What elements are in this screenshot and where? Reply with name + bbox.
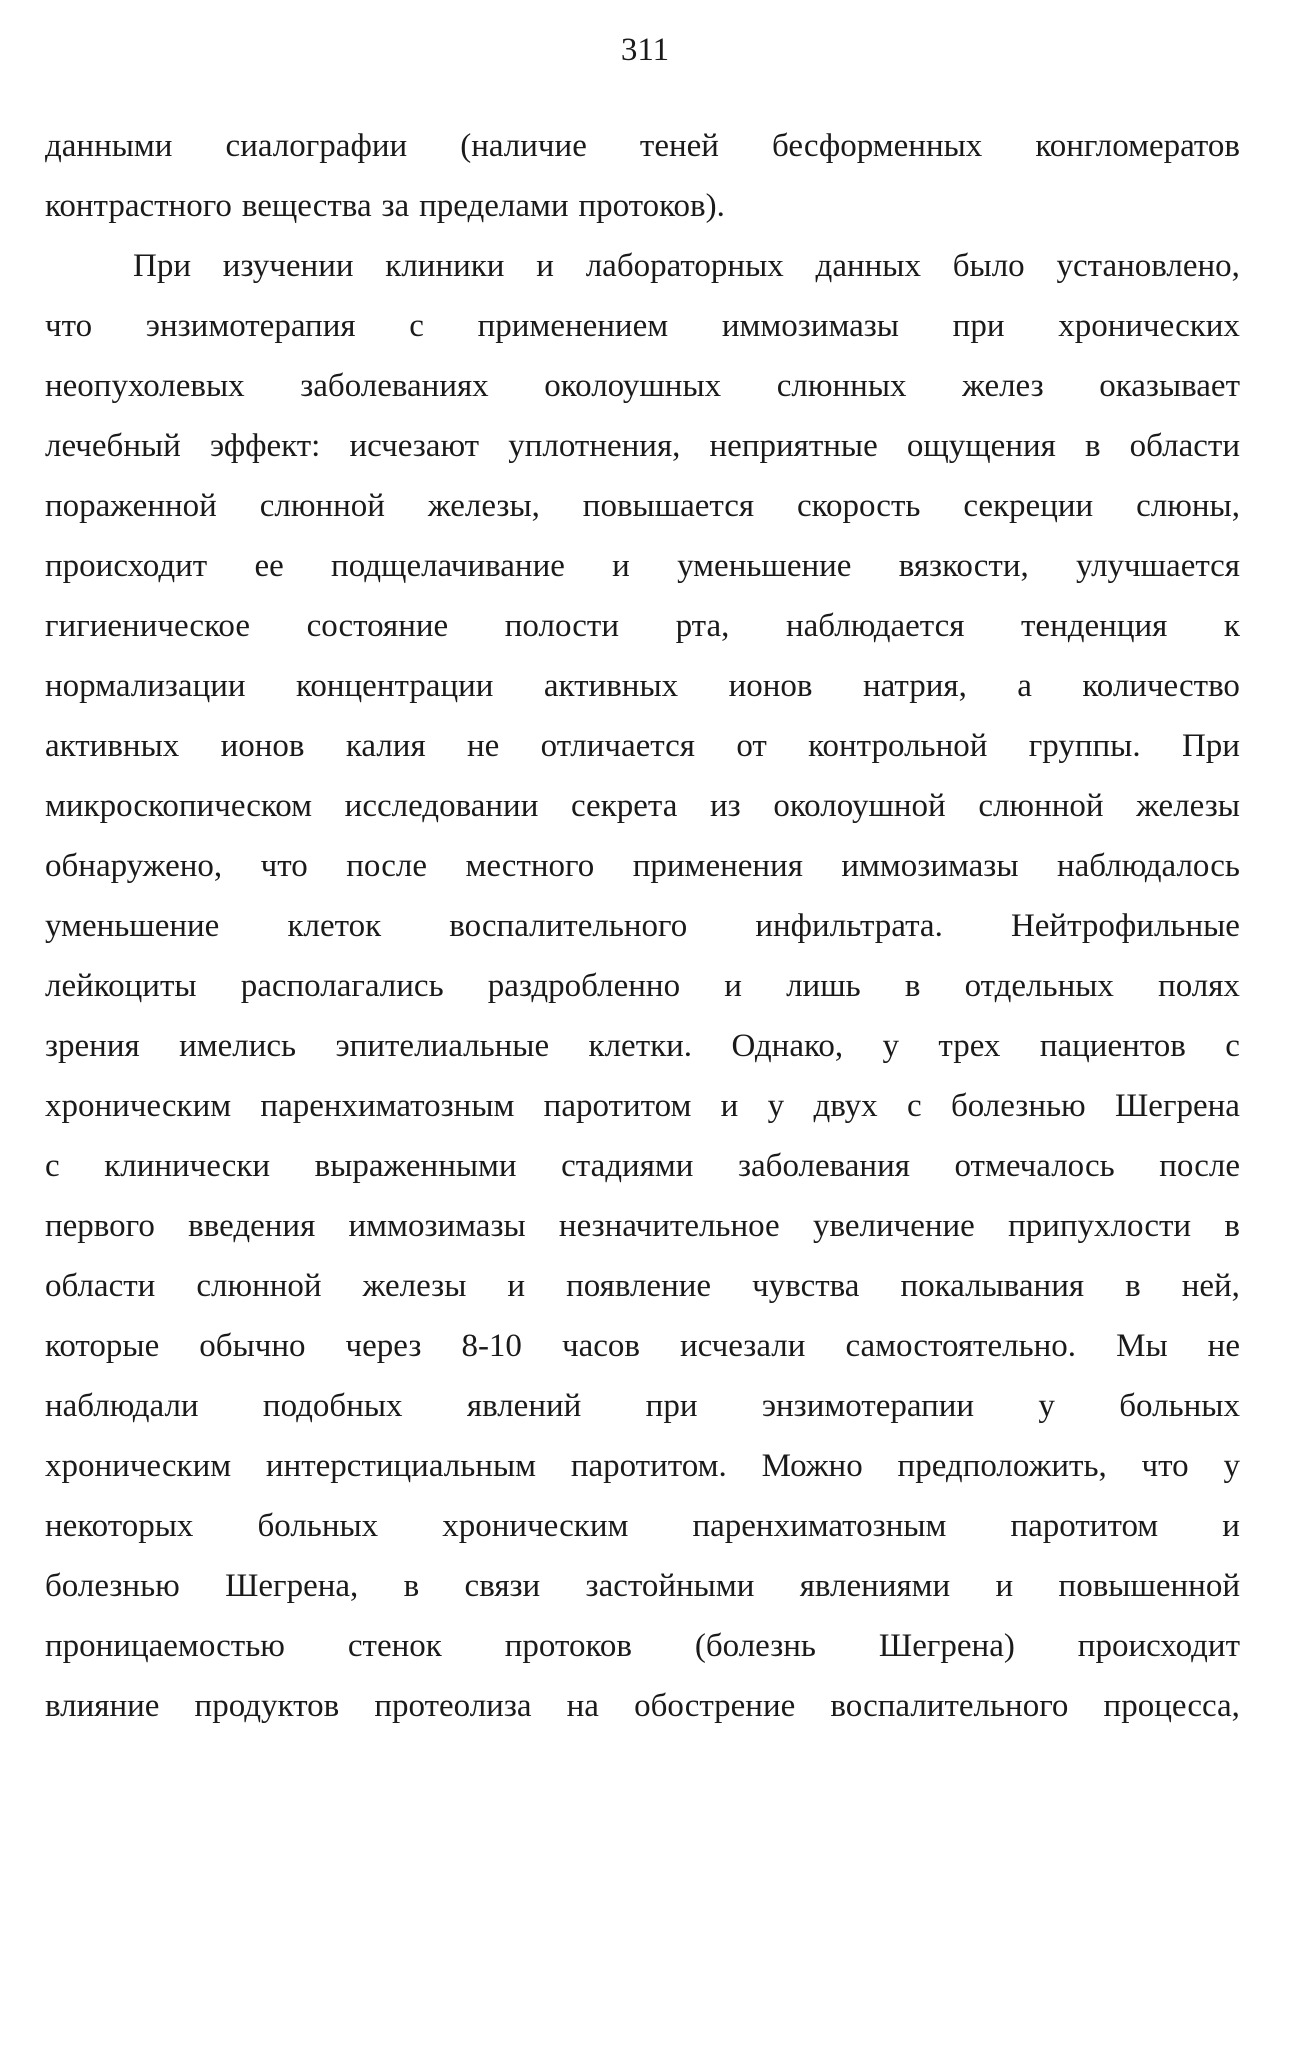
text-line: наблюдали подобных явлений при энзимотерапии у больных — [45, 1388, 1240, 1424]
text-line: микроскопическом исследовании секрета из околоушной слюнной железы — [45, 788, 1240, 824]
text-line: нормализации концентрации активных ионов натрия, а количество — [45, 668, 1240, 704]
text-line: происходит ее подщелачивание и уменьшение вязкости, улучшается — [45, 548, 1240, 584]
page-number: 311 — [620, 32, 670, 68]
text-line: обнаружено, что после местного применения иммозимазы наблюдалось — [45, 848, 1240, 884]
text-line: уменьшение клеток воспалительного инфильтрата. Нейтрофильные — [45, 908, 1240, 944]
text-line: лейкоциты располагались раздробленно и лишь в отдельных полях — [45, 968, 1240, 1004]
text-line: первого введения иммозимазы незначительное увеличение припухлости в — [45, 1208, 1240, 1244]
text-line: влияние продуктов протеолиза на обострение воспалительного процесса, — [45, 1688, 1240, 1724]
text-line: которые обычно через 8-10 часов исчезали самостоятельно. Мы не — [45, 1328, 1240, 1364]
text-line: данными сиалографии (наличие теней бесформенных конгломератов — [45, 128, 1240, 164]
text-line: области слюнной железы и появление чувства покалывания в ней, — [45, 1268, 1240, 1304]
text-line: пораженной слюнной железы, повышается скорость секреции слюны, — [45, 488, 1240, 524]
text-line: лечебный эффект: исчезают уплотнения, неприятные ощущения в области — [45, 428, 1240, 464]
text-line: активных ионов калия не отличается от контрольной группы. При — [45, 728, 1240, 764]
text-line: проницаемостью стенок протоков (болезнь Шегрена) происходит — [45, 1628, 1240, 1664]
text-line: хроническим интерстициальным паротитом. Можно предположить, что у — [45, 1448, 1240, 1484]
text-line: хроническим паренхиматозным паротитом и у двух с болезнью Шегрена — [45, 1088, 1240, 1124]
text-line: При изучении клиники и лабораторных данных было установлено, — [133, 248, 1240, 284]
body-text — [45, 116, 1240, 1736]
text-line: с клинически выраженными стадиями заболевания отмечалось после — [45, 1148, 1240, 1184]
text-line: зрения имелись эпителиальные клетки. Однако, у трех пациентов с — [45, 1028, 1240, 1064]
text-line: контрастного вещества за пределами протоков). — [45, 188, 725, 224]
text-line: некоторых больных хроническим паренхиматозным паротитом и — [45, 1508, 1240, 1544]
text-line: болезнью Шегрена, в связи застойными явлениями и повышенной — [45, 1568, 1240, 1604]
text-line: гигиеническое состояние полости рта, наблюдается тенденция к — [45, 608, 1240, 644]
text-line: что энзимотерапия с применением иммозимазы при хронических — [45, 308, 1240, 344]
text-line: неопухолевых заболеваниях околоушных слюнных желез оказывает — [45, 368, 1240, 404]
